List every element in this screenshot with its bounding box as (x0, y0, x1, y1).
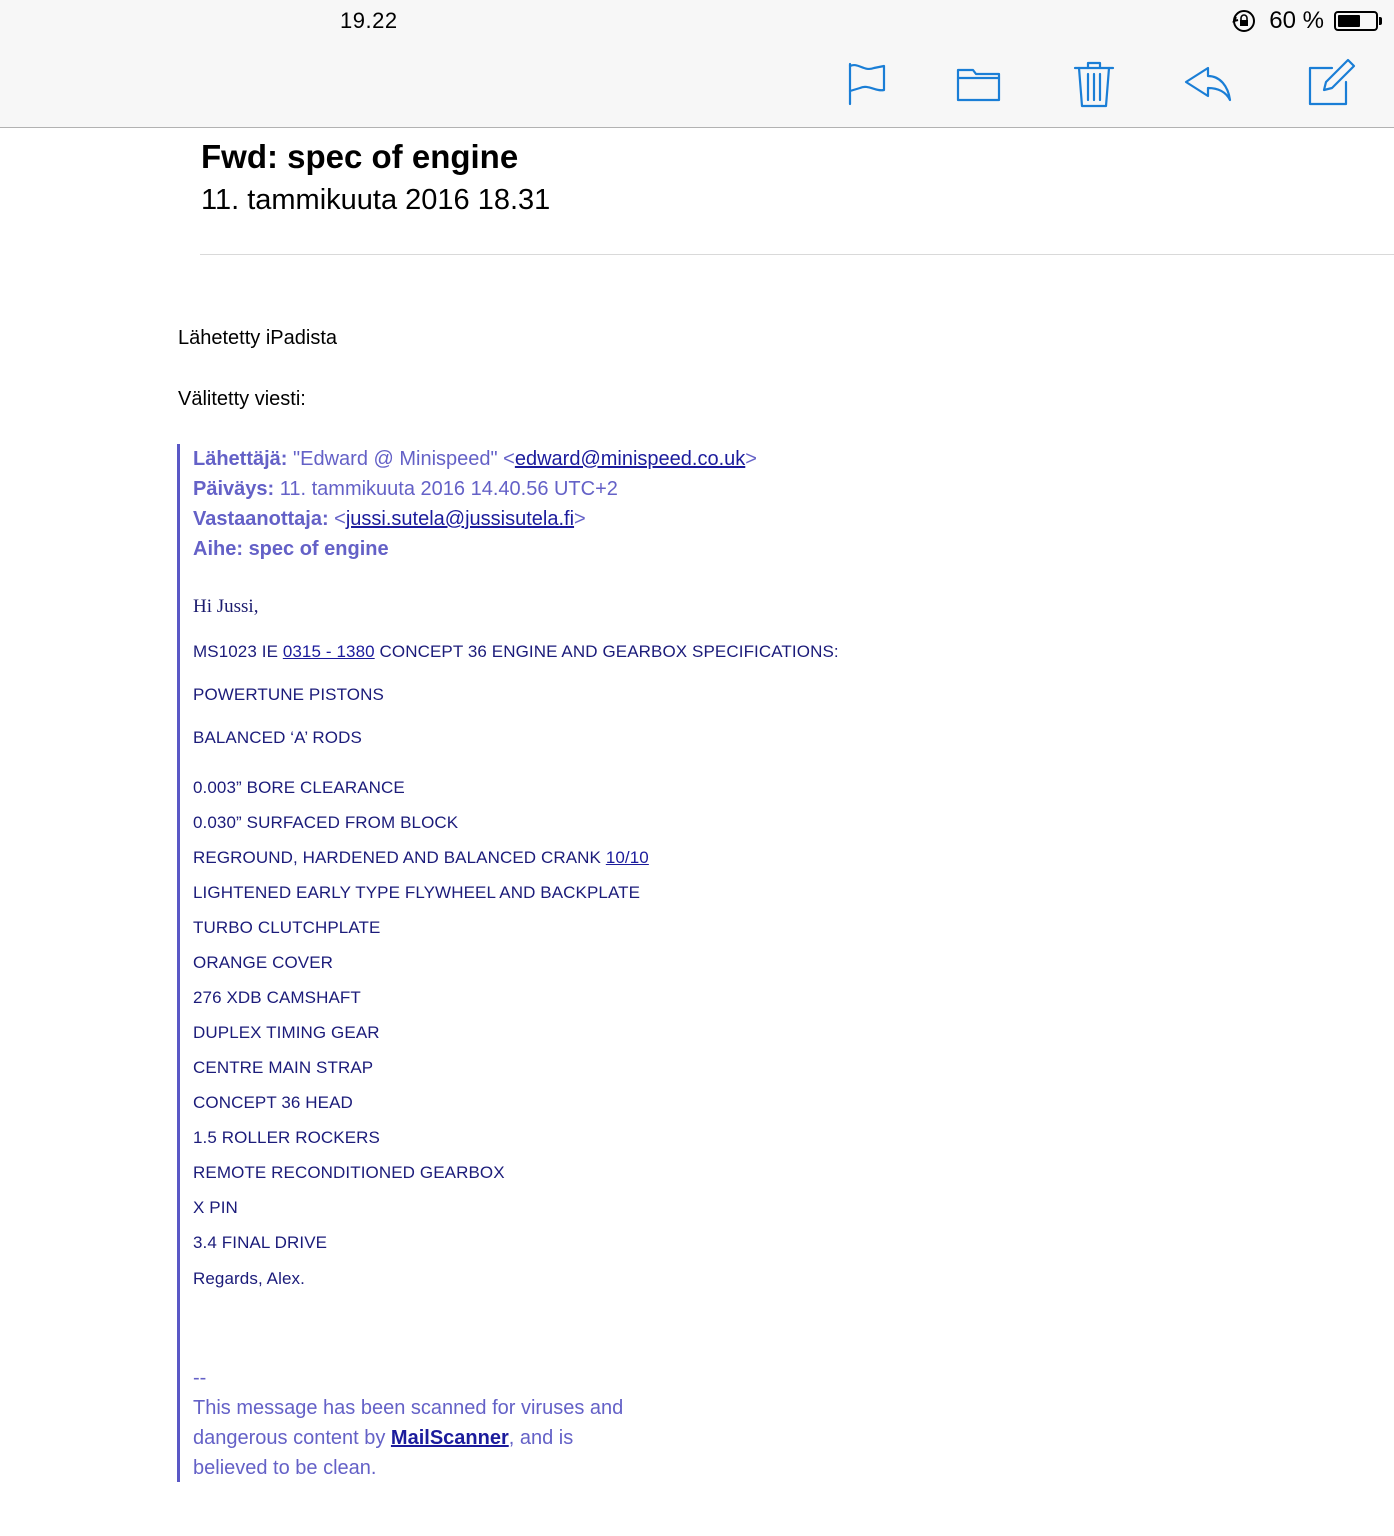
message-date: 11. tammikuuta 2016 18.31 (201, 184, 551, 216)
spec-line: 1.5 ROLLER ROCKERS (193, 1128, 380, 1147)
spec-line: BALANCED ‘A’ RODS (193, 728, 362, 747)
signature-dashes: -- (193, 1367, 207, 1389)
move-folder-button[interactable] (953, 58, 1005, 110)
from-label: Lähettäjä: (193, 448, 288, 470)
spec-line: LIGHTENED EARLY TYPE FLYWHEEL AND BACKPLATE (193, 883, 641, 902)
quote-bar (177, 444, 180, 1482)
flag-icon (840, 58, 892, 110)
header-divider (200, 254, 1394, 255)
flag-button[interactable] (840, 58, 892, 110)
spec-line: POWERTUNE PISTONS (193, 685, 384, 704)
subject-value: spec of engine (248, 538, 389, 560)
compose-button[interactable] (1304, 58, 1356, 110)
spec-line: X PIN (193, 1198, 238, 1217)
to-open: < (334, 508, 346, 530)
spec-line: 0.030” SURFACED FROM BLOCK (193, 813, 459, 832)
signature-line-2-pre: dangerous content by (193, 1427, 391, 1449)
forwarded-label: Välitetty viesti: (178, 388, 306, 410)
to-label: Vastaanottaja: (193, 508, 329, 530)
forwarded-from (193, 448, 757, 471)
crank-text: REGROUND, HARDENED AND BALANCED CRANK (193, 848, 606, 867)
sent-from-text: Lähetetty iPadista (178, 327, 337, 349)
reply-button[interactable] (1182, 58, 1234, 110)
signature-line-2-post: , and is (508, 1427, 574, 1449)
signature-line-3: believed to be clean. (193, 1457, 377, 1479)
regards: Regards, Alex. (193, 1269, 305, 1288)
signature-line-2 (193, 1423, 573, 1453)
top-bar (0, 0, 1394, 128)
spec-line: 276 XDB CAMSHAFT (193, 988, 361, 1007)
to-close: > (574, 508, 586, 530)
spec-line (193, 848, 649, 868)
trash-button[interactable] (1068, 58, 1120, 110)
date-link[interactable]: 10/10 (605, 848, 649, 867)
status-time: 19.22 (340, 8, 398, 33)
spec-line: CENTRE MAIN STRAP (193, 1058, 374, 1077)
subject-label: Aihe: (193, 538, 243, 560)
message-subject: Fwd: spec of engine (201, 138, 519, 175)
from-name: "Edward @ Minispeed" < (293, 448, 515, 470)
spec-title (193, 642, 839, 662)
folder-icon (953, 58, 1005, 110)
forwarded-date (193, 478, 618, 501)
battery-icon (1334, 11, 1378, 31)
greeting: Hi Jussi, (193, 596, 259, 617)
phone-link[interactable]: 0315 - 1380 (282, 642, 375, 661)
battery-level (1338, 15, 1360, 27)
spec-line: TURBO CLUTCHPLATE (193, 918, 381, 937)
date-value: 11. tammikuuta 2016 14.40.56 UTC+2 (279, 478, 618, 500)
spec-line: REMOTE RECONDITIONED GEARBOX (193, 1163, 505, 1182)
rotation-lock-icon (1231, 8, 1257, 34)
signature-line-1: This message has been scanned for viruses and (193, 1397, 624, 1419)
spec-line: 0.003” BORE CLEARANCE (193, 778, 405, 797)
spec-line: CONCEPT 36 HEAD (193, 1093, 353, 1112)
compose-icon (1304, 58, 1356, 110)
spec-title-post: CONCEPT 36 ENGINE AND GEARBOX SPECIFICATIONS: (374, 642, 839, 661)
date-label: Päiväys: (193, 478, 275, 500)
mailscanner-link[interactable]: MailScanner (390, 1427, 509, 1449)
forwarded-to (193, 508, 586, 531)
from-email-link[interactable]: edward@minispeed.co.uk (514, 448, 746, 470)
status-right (1231, 6, 1382, 36)
reply-icon (1182, 58, 1234, 110)
spec-line: ORANGE COVER (193, 953, 334, 972)
to-email-link[interactable]: jussi.sutela@jussisutela.fi (345, 508, 575, 530)
spec-line: 3.4 FINAL DRIVE (193, 1233, 328, 1252)
spec-title-pre: MS1023 IE (193, 642, 283, 661)
from-close: > (745, 448, 757, 470)
trash-icon (1068, 58, 1120, 110)
battery-nub (1379, 17, 1382, 25)
forwarded-subject (193, 538, 389, 561)
spec-line: DUPLEX TIMING GEAR (193, 1023, 380, 1042)
battery-percent: 60 % (1269, 7, 1324, 34)
